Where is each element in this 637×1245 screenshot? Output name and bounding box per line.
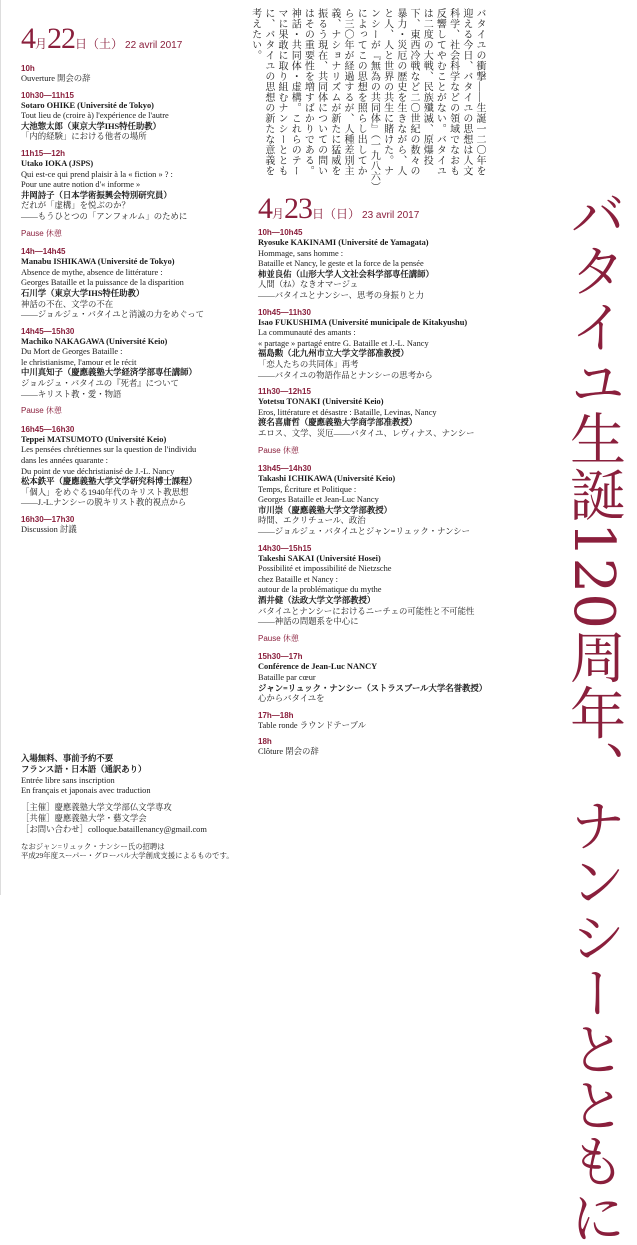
pause-label: Pause 休憩	[258, 633, 299, 643]
session	[21, 425, 246, 509]
co-organizer: ［共催］慶應義塾大学・藝文学会	[21, 813, 147, 823]
talk-line: Bataille par cœur	[258, 673, 316, 682]
speaker-line: Utako IOKA (JSPS)	[21, 158, 94, 168]
speaker-line: ジャン=リュック・ナンシー（ストラスブール大学名誉教授）	[258, 683, 488, 693]
speaker-line: 大池惣太郎（東京大学IHS特任助教）	[21, 121, 162, 131]
talk-line: Absence de mythe, absence de littérature :	[21, 267, 163, 277]
pause-label: Pause 休憩	[21, 406, 62, 416]
session	[258, 652, 488, 704]
intro-column: と人、人と世界の共生に賭けた。ナ	[381, 8, 393, 176]
contact: ［お問い合わせ］colloque.bataillenancy@gmail.com	[21, 824, 207, 834]
funding-note-2: 平成29年度スーパー・グローバル大学創成支援によるものです。	[21, 851, 234, 861]
talk-line: Temps, Écriture et Politique :	[258, 484, 357, 494]
intro-column: 暴力・災厄の歴史を生きながら、人	[394, 8, 406, 176]
day2-heading	[258, 192, 419, 226]
intro-text	[246, 8, 486, 218]
speaker-line: 福島勲（北九州市立大学文学部准教授）	[258, 349, 409, 359]
talk-line: 「個人」をめぐる1940年代のキリスト教思想	[21, 487, 189, 497]
talk-line: ――J.-L.ナンシーの脱キリスト教的視点から	[21, 498, 187, 508]
session-time: 16h45—16h30	[21, 424, 75, 434]
talk-line: バタイユとナンシーにおけるニーチェの可能性と不可能性	[258, 606, 475, 616]
admission-fr: Entrée libre sans inscription	[21, 775, 115, 785]
talk-line: 心からバタイユを	[258, 694, 325, 704]
speaker-line: 井岡詩子（日本学術振興会特別研究員）	[21, 190, 172, 200]
talk-line: ――もうひとつの「アンフォルム」のために	[21, 211, 188, 221]
talk-line: Georges Bataille et Jean-Luc Nancy	[258, 495, 379, 505]
session-time: 15h30—17h	[258, 652, 303, 662]
day2-program	[258, 228, 488, 764]
intro-column: マに果敢に取り組むナンシーととも	[276, 8, 287, 176]
speaker-line: 松本鉄平（慶應義塾大学文学研究科博士課程）	[21, 477, 197, 487]
intro-column: 下、東西冷戦など二〇世紀の数々の	[408, 8, 419, 176]
day2-day-suffix: 日（日）	[312, 207, 361, 221]
session-time: 14h30—15h15	[258, 543, 312, 553]
session	[258, 308, 483, 382]
session-time: 16h30—17h30	[21, 515, 75, 524]
speaker-line: 中川真知子（慶應義塾大学経済学部専任講師）	[21, 368, 197, 378]
day1-day: 22	[47, 22, 76, 55]
speaker-line: Yotetsu TONAKI (Université Keio)	[258, 397, 384, 407]
talk-line: « partage » partagé entre G. Bataille et J.-L. Nancy	[258, 338, 429, 348]
day2-day: 23	[284, 192, 313, 225]
session	[258, 737, 483, 758]
intro-column: 振るう現在、共同体についての問い	[315, 8, 327, 176]
day1-heading	[21, 22, 182, 56]
intro-column: は二度の大戦、民族殲滅、原爆投	[421, 8, 433, 166]
session-time: 10h—10h45	[258, 228, 303, 237]
speaker-line: 渡名喜庸哲（慶應義塾大学商学部准教授）	[258, 418, 418, 428]
talk-line: Eros, littérature et désastre : Bataille, Levinas, Nancy	[258, 407, 437, 417]
talk-line: Du point de vue déchristianisé de J.-L. Nancy	[21, 466, 175, 476]
talk-line: 時間、エクリチュール、政治	[258, 516, 366, 526]
talk-line: Discussion 討議	[21, 525, 77, 534]
session	[258, 228, 483, 302]
intro-column: によってこの思想を照らし出してか	[355, 8, 367, 176]
speaker-line: Manabu ISHIKAWA (Université de Tokyo)	[21, 257, 175, 267]
organizer: ［主催］慶應義塾大学文学部仏文学専攻	[21, 803, 172, 813]
talk-line: Du Mort de Georges Bataille :	[21, 347, 123, 357]
talk-line: ジョルジュ・バタイユの『死者』について	[21, 379, 179, 389]
talk-line: Hommage, sans homme :	[258, 248, 344, 258]
session	[258, 711, 483, 732]
speaker-line: 酒井健（法政大学文学部教授）	[258, 596, 376, 606]
session	[21, 247, 246, 321]
admission-free: 入場無料、事前予約不要	[21, 754, 114, 763]
day2-month: 4	[258, 192, 272, 225]
talk-line: Les pensées chrétiennes sur la question de l'individu	[21, 445, 197, 455]
talk-line: ――キリスト教・愛・物語	[21, 389, 122, 399]
intro-column: 迎える今日、バタイユの思想は人文	[460, 8, 472, 176]
speaker-line: Machiko NAKAGAWA (Université Keio)	[21, 336, 168, 346]
talk-line: 「内的経験」における他者の場所	[21, 132, 147, 142]
talk-line: Possibilité et impossibilité de Nietzsche	[258, 564, 392, 574]
session-time: 18h	[258, 737, 272, 747]
session-time: 17h—18h	[258, 710, 294, 720]
day1-fr-date: 22 avril 2017	[125, 40, 183, 51]
talk-line: Clôture 閉会の辞	[258, 747, 319, 757]
session-time: 10h	[21, 64, 35, 73]
talk-line: 人間（ｵﾑ）なきオマージュ	[258, 280, 359, 290]
session	[21, 91, 246, 143]
day2-fr-date: 23 avril 2017	[362, 210, 420, 221]
talk-line: ――ジョルジュ・バタイユと消滅の力をめぐって	[21, 310, 205, 320]
speaker-line: Ryosuke KAKINAMI (Université de Yamagata)	[258, 238, 429, 247]
session	[21, 327, 246, 401]
pause-label: Pause 休憩	[258, 445, 299, 455]
talk-line: chez Bataille et Nancy :	[258, 574, 338, 584]
speaker-line: Isao FUKUSHIMA (Université municipale de Kitakyushu)	[258, 317, 468, 327]
intro-column: 神話・共同体・虚構。これらのテー	[289, 8, 301, 176]
session-time: 10h30—11h15	[21, 90, 74, 100]
session-time: 11h15—12h	[21, 148, 66, 158]
talk-line: ――ジョルジュ・バタイユとジャン=リュック・ナンシー	[258, 527, 470, 537]
speaker-line: Takeshi SAKAI (Université Hosei)	[258, 553, 381, 563]
day1-month: 4	[21, 22, 35, 55]
day1-program	[21, 64, 246, 542]
speaker-line: Sotaro OHIKE (Université de Tokyo)	[21, 100, 154, 110]
talk-line: Georges Bataille et la puissance de la disparition	[21, 278, 184, 288]
info-block	[21, 754, 246, 861]
session-time: 11h30—12h15	[258, 387, 311, 397]
talk-line: Tout lieu de (croire à) l'expérience de l'autre	[21, 111, 169, 121]
funding-note-1: なおジャン=リュック・ナンシー氏の招聘は	[21, 841, 165, 851]
day1-day-suffix: 日（土）	[75, 37, 124, 51]
talk-line: Table ronde ラウンドテーブル	[258, 720, 366, 730]
session	[21, 64, 246, 85]
session-time: 13h45—14h30	[258, 464, 312, 474]
talk-line: autour de la problématique du mythe	[258, 585, 382, 595]
speaker-line: Takashi ICHIKAWA (Université Keio)	[258, 474, 396, 484]
languages: フランス語・日本語（通訳あり）	[21, 764, 147, 774]
talk-line: le christianisme, l'amour et le récit	[21, 357, 137, 367]
talk-line: La communauté des amants :	[258, 328, 356, 338]
session-time: 10h45—11h30	[258, 307, 311, 317]
pause-label: Pause 休憩	[21, 228, 62, 238]
talk-line: 神話の不在、文学の不在	[21, 299, 114, 309]
talk-line: dans les années quarante :	[21, 456, 108, 466]
talk-line: Bataille et Nancy, le geste et la force de la pensée	[258, 259, 424, 269]
languages-fr: En français et japonais avec traduction	[21, 786, 151, 796]
talk-line: Pour une autre notion d'« informe »	[21, 180, 141, 190]
intro-column: 科学、社会科学などの領域でなおも	[447, 8, 459, 176]
speaker-line: Conférence de Jean-Luc NANCY	[258, 662, 378, 672]
speaker-line: Teppei MATSUMOTO (Université Keio)	[21, 434, 167, 444]
talk-line: ――神話の問題系を中心に	[258, 617, 359, 627]
intro-column: 考えたい。	[249, 8, 261, 61]
speaker-line: 市川崇（慶應義塾大学文学部教授）	[258, 505, 392, 515]
intro-column: 義、ナショナリズムが新たに猛威を	[328, 8, 340, 176]
intro-column: はその重要性を増すばかりである。	[302, 8, 314, 176]
session	[258, 464, 483, 538]
talk-line: Qui est-ce qui prend plaisir à la « fiction » ? :	[21, 169, 173, 179]
main-title: バタイユ生誕120周年、ナンシーとともに	[561, 186, 626, 1245]
intro-column: に、バタイユの思想の新たな意義を	[262, 8, 274, 176]
talk-line: だれが「虚構」を悦ぶのか？	[21, 201, 130, 211]
intro-column: ンシーが『無為の共同体』（一九八六）	[368, 8, 380, 192]
session	[258, 387, 483, 439]
intro-column: 反響してやむことがない。バタイユ	[434, 8, 446, 176]
talk-line: ――バタイユとナンシー、思考の身振りと力	[258, 290, 425, 300]
talk-line: ――バタイユの物語作品とナンシーの思考から	[258, 370, 433, 380]
speaker-line: 石川学（東京大学IHS特任助教）	[21, 288, 145, 298]
talk-line: エロス、文学、災厄――バタイユ、レヴィナス、ナンシー	[258, 428, 475, 438]
talk-line: Ouverture 開会の辞	[21, 74, 91, 83]
intro-column: バタイユの衝撃――生誕一二〇年を	[474, 8, 485, 176]
session-time: 14h45—15h30	[21, 326, 75, 336]
day2-month-suffix: 月	[272, 207, 285, 221]
talk-line: 「恋人たちの共同体」再考	[258, 359, 359, 369]
day1-month-suffix: 月	[35, 37, 48, 51]
session	[21, 149, 246, 223]
session	[258, 544, 483, 628]
session-time: 14h—14h45	[21, 247, 66, 257]
speaker-line: 柿並良佑（山形大学人文社会科学部専任講師）	[258, 269, 434, 279]
intro-column: ら三〇年が経過するが、人種差別主	[342, 8, 353, 176]
session	[21, 515, 246, 536]
